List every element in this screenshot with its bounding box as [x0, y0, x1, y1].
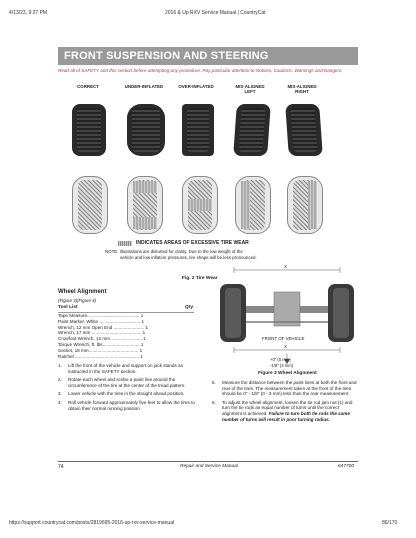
label-misaligned-left: MIS-ALIGNED LEFT	[235, 84, 265, 94]
step-number: 1.	[58, 363, 62, 368]
steps-right	[212, 380, 360, 422]
step-number: 4.	[58, 399, 62, 405]
tire-over-inflated-tread-image	[182, 176, 218, 234]
section-title: FRONT SUSPENSION AND STEERING	[64, 50, 269, 62]
tire-wear-front-view-row	[72, 104, 352, 164]
tire-wear-tread-view-row	[72, 176, 352, 236]
step-item	[58, 391, 198, 397]
tire-column-labels	[65, 84, 355, 100]
step-text: Roll vehicle forward approximately five feet to allow the tires to obtain their normal running position	[68, 399, 195, 411]
fig3-front-label: FRONT OF VEHICLE	[262, 336, 305, 341]
tire-over-inflated-front-image	[182, 104, 214, 156]
step-item	[58, 363, 198, 374]
footer-page-number: 74	[58, 464, 64, 470]
section-banner	[58, 47, 358, 65]
print-page-count: 86/170	[382, 520, 398, 526]
tool-item: Tape Measure......................................... 1	[58, 313, 144, 318]
tool-item: Socket, 18 mm....................................... 1	[58, 347, 143, 353]
tool-item: Wrench, 12 mm Open End ........................ 1	[58, 324, 149, 330]
step-text: Rotate each wheel and scribe a paint line around the circumference of the tire at the center of the tread pattern.	[68, 377, 186, 388]
fig3-measure-2: -1/8" (3 mm)	[270, 363, 294, 368]
print-timestamp: 4/13/23, 9:27 PM	[9, 10, 48, 16]
label-under-inflated: UNDER-INFLATED	[124, 84, 164, 89]
step-text-normal: To adjust the wheel alignment, loosen the tie rod jam nut (1) and turn the tie rods an equal number of turns until the correct alignment is achieved.	[222, 399, 353, 416]
wheel-alignment-heading: Wheel Alignment	[58, 289, 107, 295]
fig3-x-label-top: X	[284, 264, 287, 269]
tire-under-inflated-tread-image	[127, 176, 163, 234]
tire-correct-tread-image	[72, 176, 108, 234]
step-text	[222, 400, 360, 422]
footer-title: Repair and Service Manual	[180, 464, 238, 469]
wear-legend-swatch	[118, 241, 132, 246]
step-number: 3.	[58, 391, 62, 397]
qty-label: Qty.	[185, 305, 194, 310]
label-over-inflated: OVER-INFLATED	[178, 84, 214, 89]
label-correct: CORRECT	[77, 84, 99, 89]
print-url: https://support.countrycat.com/posts/2819695-2016-up-rxv-service-manual	[9, 520, 175, 526]
steps-left	[58, 363, 198, 411]
step-item	[58, 400, 198, 411]
wear-note-line1: NOTE: Illustrations are distorted for clarity. Due to the low weight of the	[105, 249, 243, 254]
tire-misaligned-left-front-image	[233, 104, 271, 156]
step-text: Lift the front of the vehicle and support on jack stands as instructed in the SAFETY section.	[68, 363, 183, 374]
step-item	[212, 400, 360, 422]
section-warning: Read all of SAFETY and this section before attempting any procedure. Pay particular attention to Notices, Cautions, Warnings and Dangers.	[58, 68, 343, 73]
tool-item: Paint Marker, White ................................ 1	[58, 318, 145, 324]
wear-note-line2: vehicle and low inflation pressures, tire shape will be less pronounced.	[120, 255, 257, 260]
step-number: 2.	[58, 377, 62, 383]
fig2-caption: Fig. 2 Tire Wear	[182, 276, 218, 281]
print-page-title: 2016 & Up RXV Service Manual | CountryCat	[165, 10, 266, 16]
fig3-x-label-bottom: X	[284, 344, 287, 349]
footer-rule	[58, 461, 358, 462]
step-number: 6.	[212, 399, 216, 405]
step-number: 5.	[212, 380, 216, 385]
tool-item: Wrench, 17 mm ....................................... 1	[58, 330, 146, 336]
step-item	[58, 377, 198, 388]
tool-item: Ratchet .................................................. 1	[58, 353, 143, 359]
wear-legend-text: INDICATES AREAS OF EXCESSIVE TIRE WEAR	[136, 240, 249, 246]
tool-list-label: Tool List	[58, 305, 78, 310]
fig3-measure-1: +0" (0 mm)	[270, 357, 291, 362]
step-text: Measure the distance between the paint lines at both the front and rear of the tires. The measurement taken at the front of the tires should be 0" - 1/8" (0 - 3 mm) less than the rear measurement	[222, 380, 357, 397]
tire-misaligned-right-front-image	[285, 104, 323, 156]
step-text: Lower vehicle with the tires in the straight ahead position.	[68, 391, 185, 397]
label-misaligned-right: MIS-ALIGNED RIGHT	[287, 84, 317, 94]
tire-correct-front-image	[72, 104, 106, 156]
step-text-emphasis: Failure to turn both tie rods the same number of turns will result in poor turning radius.	[222, 410, 350, 422]
tool-item: Torque Wrench, ft. lbs............................. 1	[58, 341, 144, 347]
tool-item: Crowfoot Wrench, 12 mm ........................ 1	[58, 336, 146, 342]
footer-doc-number: 647700	[338, 464, 355, 469]
step-item	[212, 380, 360, 397]
fig3-caption: Figure 3 Wheel Alignment	[258, 371, 317, 376]
tire-under-inflated-front-image	[127, 104, 165, 156]
tire-misaligned-right-tread-image	[287, 176, 323, 234]
alignment-figure-refs: (Figure 3)(Figure 4)	[58, 298, 97, 303]
tool-list	[58, 313, 198, 359]
tire-misaligned-left-tread-image	[235, 176, 271, 234]
